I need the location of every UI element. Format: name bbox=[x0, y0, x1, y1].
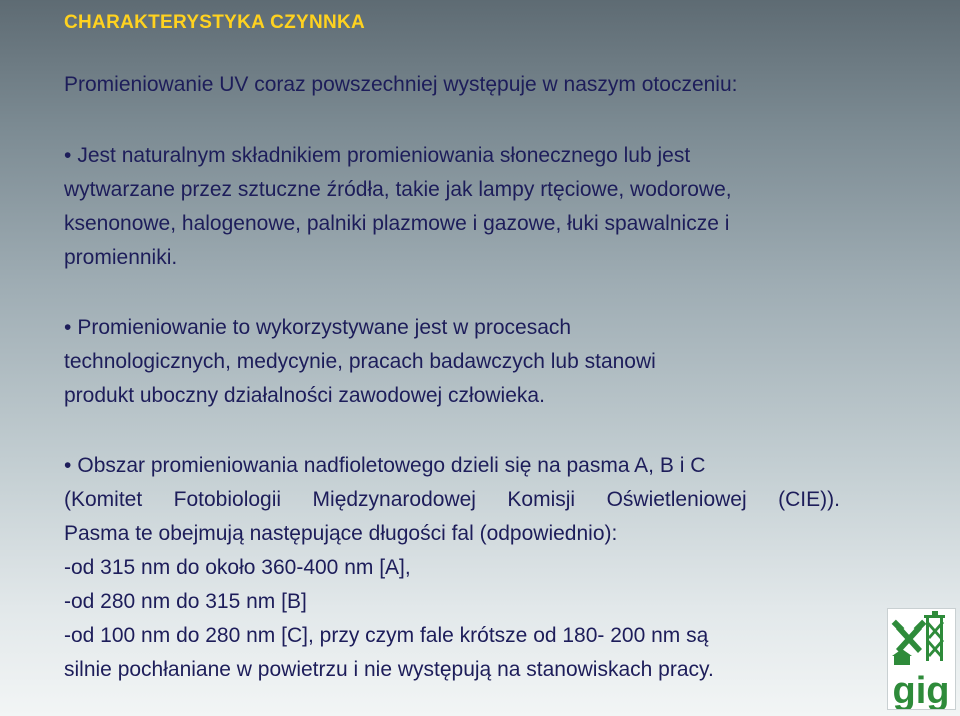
gig-logo-icon bbox=[888, 609, 955, 709]
paragraph-3-line-2: (Komitet Fotobiologii Międzynarodowej Komisji Oświetleniowej (CIE)). bbox=[64, 488, 840, 511]
paragraph-3-line-1: • Obszar promieniowania nadfioletowego dzieli się na pasma A, B i C bbox=[64, 454, 706, 477]
intro-text: Promieniowanie UV coraz powszechniej występuje w naszym otoczeniu: bbox=[64, 73, 738, 96]
paragraph-1-line-2: wytwarzane przez sztuczne źródła, takie jak lampy rtęciowe, wodorowe, bbox=[64, 178, 732, 201]
paragraph-3-line-5: -od 280 nm do 315 nm [B] bbox=[64, 590, 307, 613]
bullet-icon: • bbox=[64, 144, 72, 167]
bullet-icon: • bbox=[64, 316, 72, 339]
paragraph-3-line-7: silnie pochłaniane w powietrzu i nie występują na stanowiskach pracy. bbox=[64, 658, 714, 681]
paragraph-1-line-1: • Jest naturalnym składnikiem promieniowania słonecznego lub jest bbox=[64, 144, 691, 167]
gig-logo bbox=[887, 608, 956, 710]
slide-title: CHARAKTERYSTYKA CZYNNKA bbox=[64, 12, 366, 33]
paragraph-2-line-2: technologicznych, medycynie, pracach badawczych lub stanowi bbox=[64, 350, 656, 373]
paragraph-2-line-1: • Promieniowanie to wykorzystywane jest w procesach bbox=[64, 316, 572, 339]
paragraph-3-line-3: Pasma te obejmują następujące długości fal (odpowiednio): bbox=[64, 522, 618, 545]
paragraph-1-line-3: ksenonowe, halogenowe, palniki plazmowe i gazowe, łuki spawalnicze i bbox=[64, 212, 730, 235]
logo-text: gig bbox=[892, 670, 950, 709]
paragraph-3-line-4: -od 315 nm do około 360-400 nm [A], bbox=[64, 556, 411, 579]
bullet-icon: • bbox=[64, 454, 72, 477]
paragraph-3-line-6: -od 100 nm do 280 nm [C], przy czym fale krótsze od 180- 200 nm są bbox=[64, 624, 709, 647]
paragraph-1-line-4: promienniki. bbox=[64, 246, 178, 269]
paragraph-2-line-3: produkt uboczny działalności zawodowej człowieka. bbox=[64, 384, 545, 407]
